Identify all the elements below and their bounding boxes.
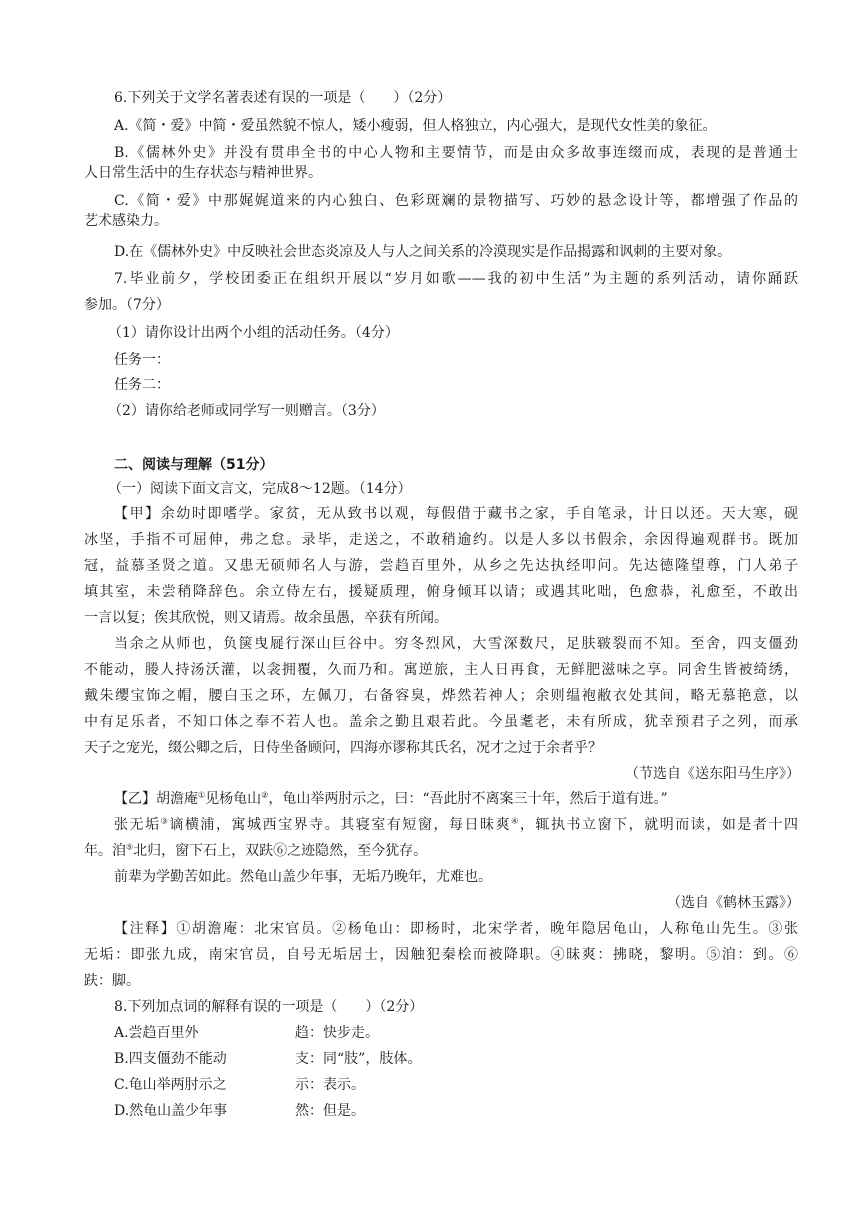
q8-option-a-word: A.尝趋百里外 <box>114 1025 199 1041</box>
yi-line4: 前辈为学勤苦如此。然龟山盖少年事，无垢乃晚年，尤难也。 <box>114 869 492 885</box>
q6-stem: 6.下列关于文学名著表述有误的一项是（ ）（2分） <box>114 90 452 106</box>
yi-line1-b: 见杨龟山 <box>205 791 262 807</box>
note-ref-4: ④ <box>511 816 520 826</box>
jia-line5: 一言以复；俟其欣悦，则又请焉。故余虽愚，卒获有所闻。 <box>84 610 448 626</box>
jia-line8: 戴朱缨宝饰之帽，腰白玉之环，左佩刀，右备容臭，烨然若神人；余则缊袍敝衣处其间，略无慕艳意，以 <box>84 688 798 704</box>
q8-option-d-word: D.然龟山盖少年事 <box>114 1103 228 1119</box>
jia-line2: 冰坚，手指不可屈伸，弗之怠。录毕，走送之，不敢稍逾约。以是人多以书假余，余因得遍观群书。既加 <box>84 532 798 548</box>
q6-option-b-line2: 人日常生活中的生存状态与精神世界。 <box>84 165 322 181</box>
section2-heading: 二、阅读与理解（51分） <box>114 457 274 473</box>
q7-task1: 任务一： <box>114 352 170 368</box>
q8-option-a-explanation: 趋：快步走。 <box>295 1025 379 1041</box>
q7-part2: （2）请你给老师或同学写一则赠言。（3分） <box>108 403 385 419</box>
jia-source: （节选自《送东阳马生序》） <box>625 766 800 782</box>
q8-stem: 8.下列加点词的解释有误的一项是（ ）（2分） <box>114 999 424 1015</box>
q7-part1: （1）请你设计出两个小组的活动任务。（4分） <box>108 325 399 341</box>
q6-option-b-line1: B.《儒林外史》并没有贯串全书的中心人物和主要情节，而是由众多故事连缀而成，表现的是普通士 <box>114 145 798 161</box>
q6-option-d: D.在《儒林外史》中反映社会世态炎凉及人与人之间关系的冷漠现实是作品揭露和讽刺的主要对象。 <box>114 244 732 260</box>
jia-line9: 中有足乐者，不知口体之奉不若人也。盖余之勤且艰若此。今虽耄老，未有所成，犹幸预君子之列，而承 <box>84 714 798 730</box>
q8-option-c-word: C.龟山举两肘示之 <box>114 1077 227 1093</box>
note-ref-5: ⑤ <box>126 842 134 852</box>
note-ref-3: ③ <box>160 816 170 826</box>
jia-line7: 不能动，媵人持汤沃灌，以衾拥覆，久而乃和。寓逆旅，主人日再食，无鲜肥滋味之享。同舍生皆被绮绣， <box>84 662 798 678</box>
yi-line2-c: ，辄执书立窗下，就明而读，如是者十四 <box>519 817 799 833</box>
q8-option-c-explanation: 示：表示。 <box>295 1077 365 1093</box>
notes-line3: 趺：脚。 <box>84 973 140 989</box>
yi-line1-c: ，龟山举两肘示之，曰：“吾此肘不离案三十年，然后于道有进。” <box>268 791 668 807</box>
jia-line3: 冠，益慕圣贤之道。又患无硕师名人与游，尝趋百里外，从乡之先达执经叩问。先达德隆望尊，门人弟子 <box>84 558 798 574</box>
section2-intro: （一）阅读下面文言文，完成8～12题。（14分） <box>108 481 412 497</box>
q8-option-d-explanation: 然：但是。 <box>295 1103 365 1119</box>
note-ref-2: ② <box>261 790 269 800</box>
yi-line2-b: 谪横浦，寓城西宝界寺。其寝室有短窗，每日昧爽 <box>169 817 512 833</box>
notes-line2: 无垢：即张九成，南宋官员，自号无垢居士，因触犯秦桧而被降职。④昧爽：拂晓，黎明。⑤洎：到。⑥ <box>84 947 798 963</box>
q6-option-a: A.《简・爱》中简・爱虽然貌不惊人，矮小瘦弱，但人格独立，内心强大，是现代女性美的象征。 <box>114 118 717 134</box>
yi-line3 <box>84 841 764 861</box>
yi-source: （选自《鹤林玉露》） <box>667 895 800 911</box>
q7-stem-line2: 参加。（7分） <box>84 297 170 313</box>
q8-option-b-explanation: 支：同“肢”，肢体。 <box>295 1051 422 1067</box>
jia-line10: 天子之宠光，缀公卿之后，日侍坐备顾问，四海亦谬称其氏名，况才之过于余者乎？ <box>84 740 602 756</box>
note-ref-1: ① <box>198 790 206 800</box>
notes-line1: 【注释】①胡澹庵：北宋官员。②杨龟山：即杨时，北宋学者，晚年隐居龟山，人称龟山先生。③张 <box>114 921 798 937</box>
q8-option-b-word: B.四支僵劲不能动 <box>114 1051 227 1067</box>
yi-line3-a: 年。洎 <box>84 843 126 859</box>
yi-line2 <box>114 815 798 835</box>
q6-option-c-line1: C.《简・爱》中那娓娓道来的内心独白、色彩斑斓的景物描写、巧妙的悬念设计等，都增强了作品的 <box>114 193 798 209</box>
yi-line2-a: 张无垢 <box>114 817 161 833</box>
q7-task2: 任务二： <box>114 377 170 393</box>
yi-line3-b: 北归，窗下石上，双趺⑥之迹隐然，至今犹存。 <box>133 843 428 859</box>
yi-line1 <box>114 789 794 809</box>
jia-line4: 填其室，未尝稍降辞色。余立侍左右，援疑质理，俯身倾耳以请；或遇其叱咄，色愈恭，礼愈至，不敢出 <box>84 584 798 600</box>
jia-line6: 当余之从师也，负箧曳屣行深山巨谷中。穷冬烈风，大雪深数尺，足肤皲裂而不知。至舍，四支僵劲 <box>114 636 798 652</box>
jia-line1: 【甲】余幼时即嗜学。家贫，无从致书以观，每假借于藏书之家，手自笔录，计日以还。天大寒，砚 <box>114 506 798 522</box>
q6-option-c-line2: 艺术感染力。 <box>84 213 168 229</box>
yi-line1-a: 【乙】胡澹庵 <box>114 791 198 807</box>
q7-stem-line1: 7.毕业前夕，学校团委正在组织开展以“岁月如歌——我的初中生活”为主题的系列活动，请你踊跃 <box>114 271 798 287</box>
